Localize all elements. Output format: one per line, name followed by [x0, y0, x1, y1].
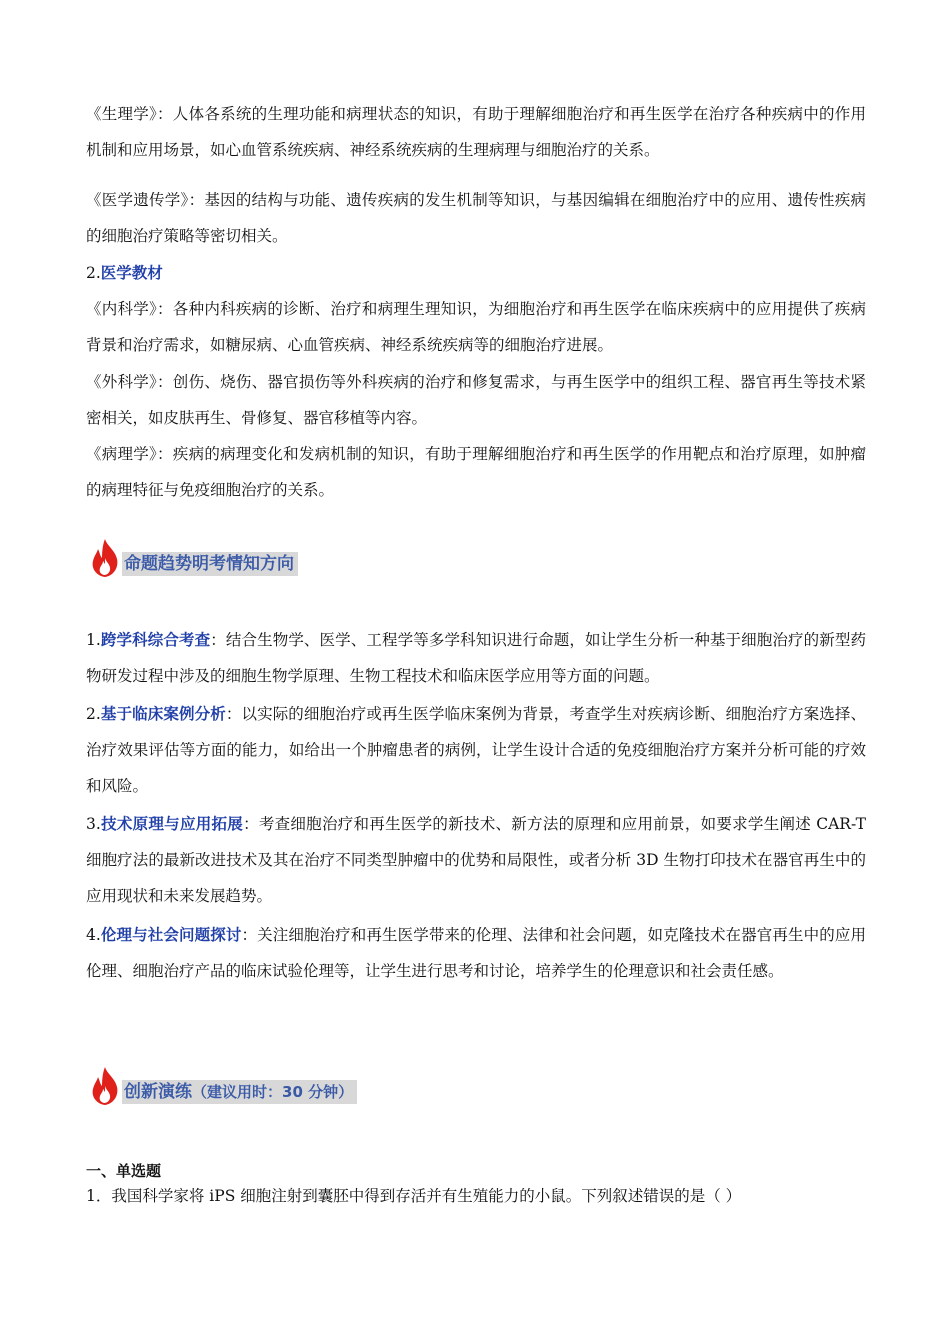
- trend-item-2: [86, 696, 866, 804]
- section-single-choice: 一、单选题: [86, 1162, 162, 1180]
- flame-icon: [88, 1066, 122, 1106]
- question-text: 我国科学家将 iPS 细胞注射到囊胚中得到存活并有生殖能力的小鼠。下列叙述错误的是（ ）: [111, 1187, 742, 1205]
- heading-practice-title: 创新演练: [124, 1082, 192, 1102]
- section-number: 2.: [86, 264, 101, 282]
- section-medical-textbooks: [86, 255, 866, 291]
- heading-practice: [88, 1066, 357, 1106]
- trend-number: 4.: [86, 926, 101, 944]
- trend-item-3: [86, 806, 866, 914]
- trend-body: ：考查细胞治疗和再生医学的新技术、新方法的原理和应用前景，如要求学生阐述 CAR-T 细胞疗法的最新改进技术及其在治疗不同类型肿瘤中的优势和局限性，或者分析 3D 生物打印技术在器官再生中的应用现状和未来发展趋势。: [86, 815, 866, 905]
- trend-number: 2.: [86, 705, 101, 723]
- trend-number: 3.: [86, 815, 101, 833]
- trend-title: 伦理与社会问题探讨: [100, 925, 242, 944]
- trend-item-4: [86, 917, 866, 989]
- paragraph-pathology: 《病理学》：疾病的病理变化和发病机制的知识，有助于理解细胞治疗和再生医学的作用靶点和治疗原理，如肿瘤的病理特征与免疫细胞治疗的关系。: [86, 445, 866, 499]
- paragraph-physiology: 《生理学》：人体各系统的生理功能和病理状态的知识，有助于理解细胞治疗和再生医学在治疗各种疾病中的作用机制和应用场景，如心血管系统疾病、神经系统疾病的生理病理与细胞治疗的关系。: [86, 105, 866, 159]
- heading-trends: [88, 538, 298, 578]
- trend-body: ：以实际的细胞治疗或再生医学临床案例为背景，考查学生对疾病诊断、细胞治疗方案选择、治疗效果评估等方面的能力，如给出一个肿瘤患者的病例，让学生设计合适的免疫细胞治疗方案并分析可能的疗效和风险。: [86, 705, 866, 795]
- trend-title: 基于临床案例分析: [100, 704, 226, 723]
- trend-body: ：结合生物学、医学、工程学等多学科知识进行命题，如让学生分析一种基于细胞治疗的新型药物研发过程中涉及的细胞生物学原理、生物工程技术和临床医学应用等方面的问题。: [86, 631, 866, 685]
- trend-item-1: [86, 622, 866, 694]
- flame-icon: [88, 538, 122, 578]
- question-number: 1．: [86, 1187, 112, 1205]
- heading-trends-text: 命题趋势明考情知方向: [122, 552, 298, 576]
- trend-title: 技术原理与应用拓展: [100, 814, 244, 833]
- section-title: 医学教材: [100, 263, 163, 282]
- paragraph-genetics: 《医学遗传学》：基因的结构与功能、遗传疾病的发生机制等知识，与基因编辑在细胞治疗中的应用、遗传性疾病的细胞治疗策略等密切相关。: [86, 191, 866, 245]
- paragraph-internal-medicine: 《内科学》：各种内科疾病的诊断、治疗和病理生理知识，为细胞治疗和再生医学在临床疾病中的应用提供了疾病背景和治疗需求，如糖尿病、心血管疾病、神经系统疾病等的细胞治疗进展。: [86, 300, 866, 354]
- trend-number: 1.: [86, 631, 101, 649]
- trend-body: ：关注细胞治疗和再生医学带来的伦理、法律和社会问题，如克隆技术在器官再生中的应用伦理、细胞治疗产品的临床试验伦理等，让学生进行思考和讨论，培养学生的伦理意识和社会责任感。: [86, 926, 866, 980]
- heading-practice-sub: （建议用时：30 分钟）: [192, 1083, 354, 1101]
- paragraph-surgery: 《外科学》：创伤、烧伤、器官损伤等外科疾病的治疗和修复需求，与再生医学中的组织工程、器官再生等技术紧密相关，如皮肤再生、骨修复、器官移植等内容。: [86, 373, 866, 427]
- trend-title: 跨学科综合考查: [100, 630, 211, 649]
- question-1: [86, 1184, 866, 1208]
- heading-practice-text: [122, 1080, 357, 1104]
